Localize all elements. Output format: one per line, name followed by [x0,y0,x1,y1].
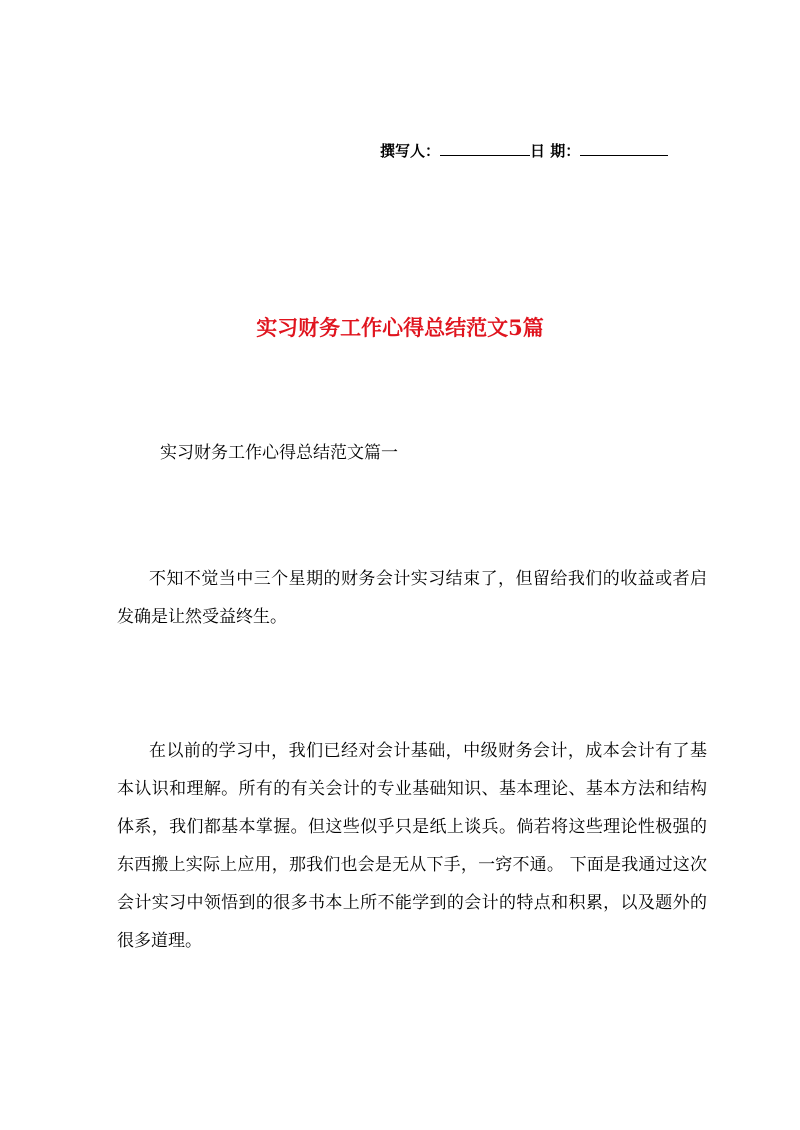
author-date-line [380,140,668,161]
author-blank-field [440,140,530,156]
body-paragraph: 不知不觉当中三个星期的财务会计实习结束了，但留给我们的收益或者启发确是让然受益终生。 [117,569,707,627]
section-heading: 实习财务工作心得总结范文篇一 [160,443,398,463]
body-paragraph: 在以前的学习中，我们已经对会计基础，中级财务会计，成本会计有了基本认识和理解。所有的有关会计的专业基础知识、基本理论、基本方法和结构体系，我们都基本掌握。但这些似乎只是纸上谈兵。倘若将这些理论性极强的东西搬上实际上应用，那我们也会是无从下手，一窍不通。 下面是我通过这次会计实习中领悟到的很多书本上所不能学到的会计的特点和积累，以及题外的很多道理。 [117,741,707,951]
date-label: 日 期： [530,142,581,160]
document-title: 实习财务工作心得总结范文5篇 [256,315,544,340]
date-blank-field [580,140,668,156]
author-label: 撰写人： [380,142,441,160]
